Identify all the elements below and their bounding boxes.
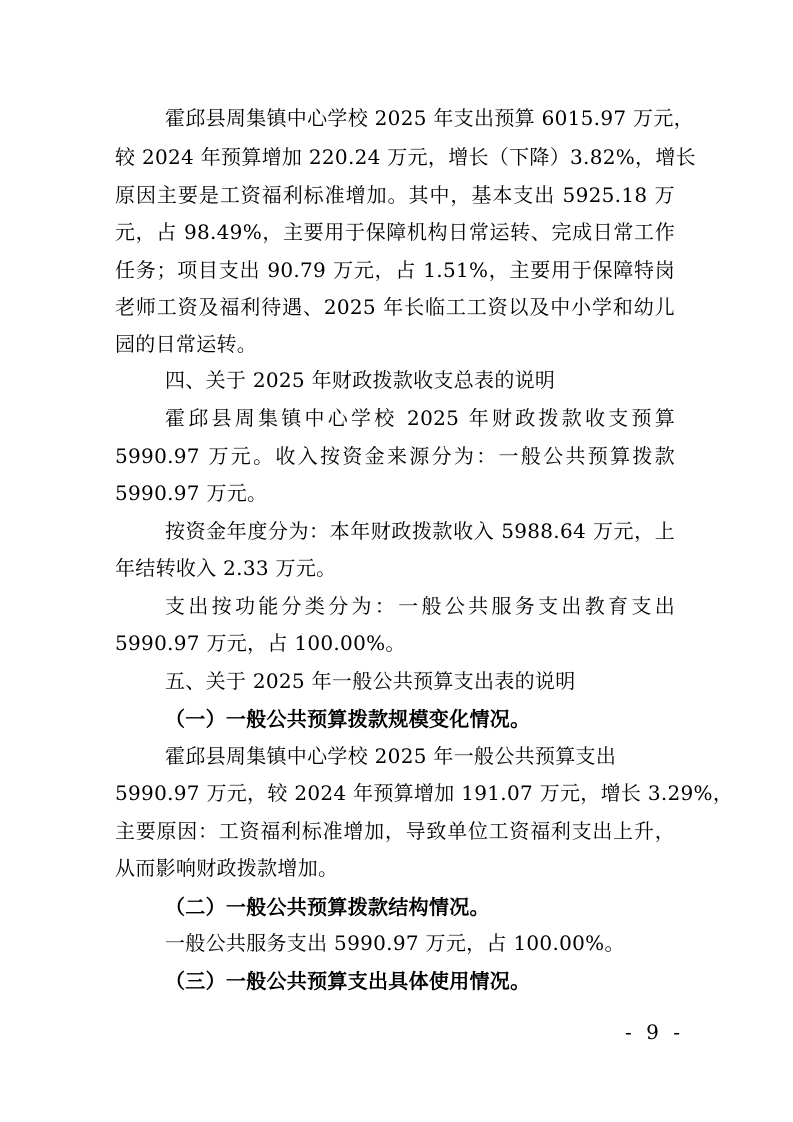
- paragraph-expenditure-line-4: 元，占 98.49%，主要用于保障机构日常运转、完成日常工作: [115, 220, 675, 244]
- paragraph-year-line-1: 按资金年度分为：本年财政拨款收入 5988.64 万元，上: [165, 519, 675, 543]
- paragraph-general-budget-line-3: 主要原因：工资福利标准增加，导致单位工资福利支出上升，: [115, 819, 675, 843]
- paragraph-function-line-2: 5990.97 万元，占 100.00%。: [115, 631, 406, 655]
- paragraph-expenditure-line-6: 老师工资及福利待遇、2025 年长临工工资以及中小学和幼儿: [115, 295, 675, 319]
- section-heading-four: 四、关于 2025 年财政拨款收支总表的说明: [165, 368, 556, 392]
- subheading-scale-change: （一）一般公共预算拨款规模变化情况。: [165, 707, 531, 731]
- paragraph-general-budget-line-4: 从而影响财政拨款增加。: [115, 856, 339, 880]
- paragraph-general-budget-line-1: 霍邱县周集镇中心学校 2025 年一般公共预算支出: [165, 744, 617, 768]
- paragraph-structure-line-1: 一般公共服务支出 5990.97 万元，占 100.00%。: [165, 931, 625, 955]
- section-heading-five: 五、关于 2025 年一般公共预算支出表的说明: [165, 669, 576, 693]
- paragraph-fiscal-line-1: 霍邱县周集镇中心学校 2025 年财政拨款收支预算: [165, 406, 675, 430]
- paragraph-fiscal-line-2: 5990.97 万元。收入按资金来源分为：一般公共预算拨款: [115, 444, 675, 468]
- paragraph-expenditure-line-5: 任务；项目支出 90.79 万元，占 1.51%，主要用于保障特岗: [115, 258, 675, 282]
- paragraph-general-budget-line-2: 5990.97 万元，较 2024 年预算增加 191.07 万元，增长 3.29%，: [115, 781, 734, 805]
- paragraph-fiscal-line-3: 5990.97 万元。: [115, 481, 268, 505]
- paragraph-expenditure-line-3: 原因主要是工资福利标准增加。其中，基本支出 5925.18 万: [115, 183, 675, 207]
- paragraph-function-line-1: 支出按功能分类分为：一般公共服务支出教育支出: [165, 594, 675, 618]
- paragraph-expenditure-line-1: 霍邱县周集镇中心学校 2025 年支出预算 6015.97 万元，: [165, 106, 694, 130]
- page-number: - 9 -: [625, 1020, 684, 1044]
- subheading-structure: （二）一般公共预算拨款结构情况。: [165, 895, 490, 919]
- paragraph-year-line-2: 年结转收入 2.33 万元。: [115, 556, 337, 580]
- paragraph-expenditure-line-7: 园的日常运转。: [115, 332, 258, 356]
- subheading-specific-usage: （三）一般公共预算支出具体使用情况。: [165, 969, 531, 993]
- paragraph-expenditure-line-2: 较 2024 年预算增加 220.24 万元，增长（下降）3.82%，增长: [115, 145, 696, 169]
